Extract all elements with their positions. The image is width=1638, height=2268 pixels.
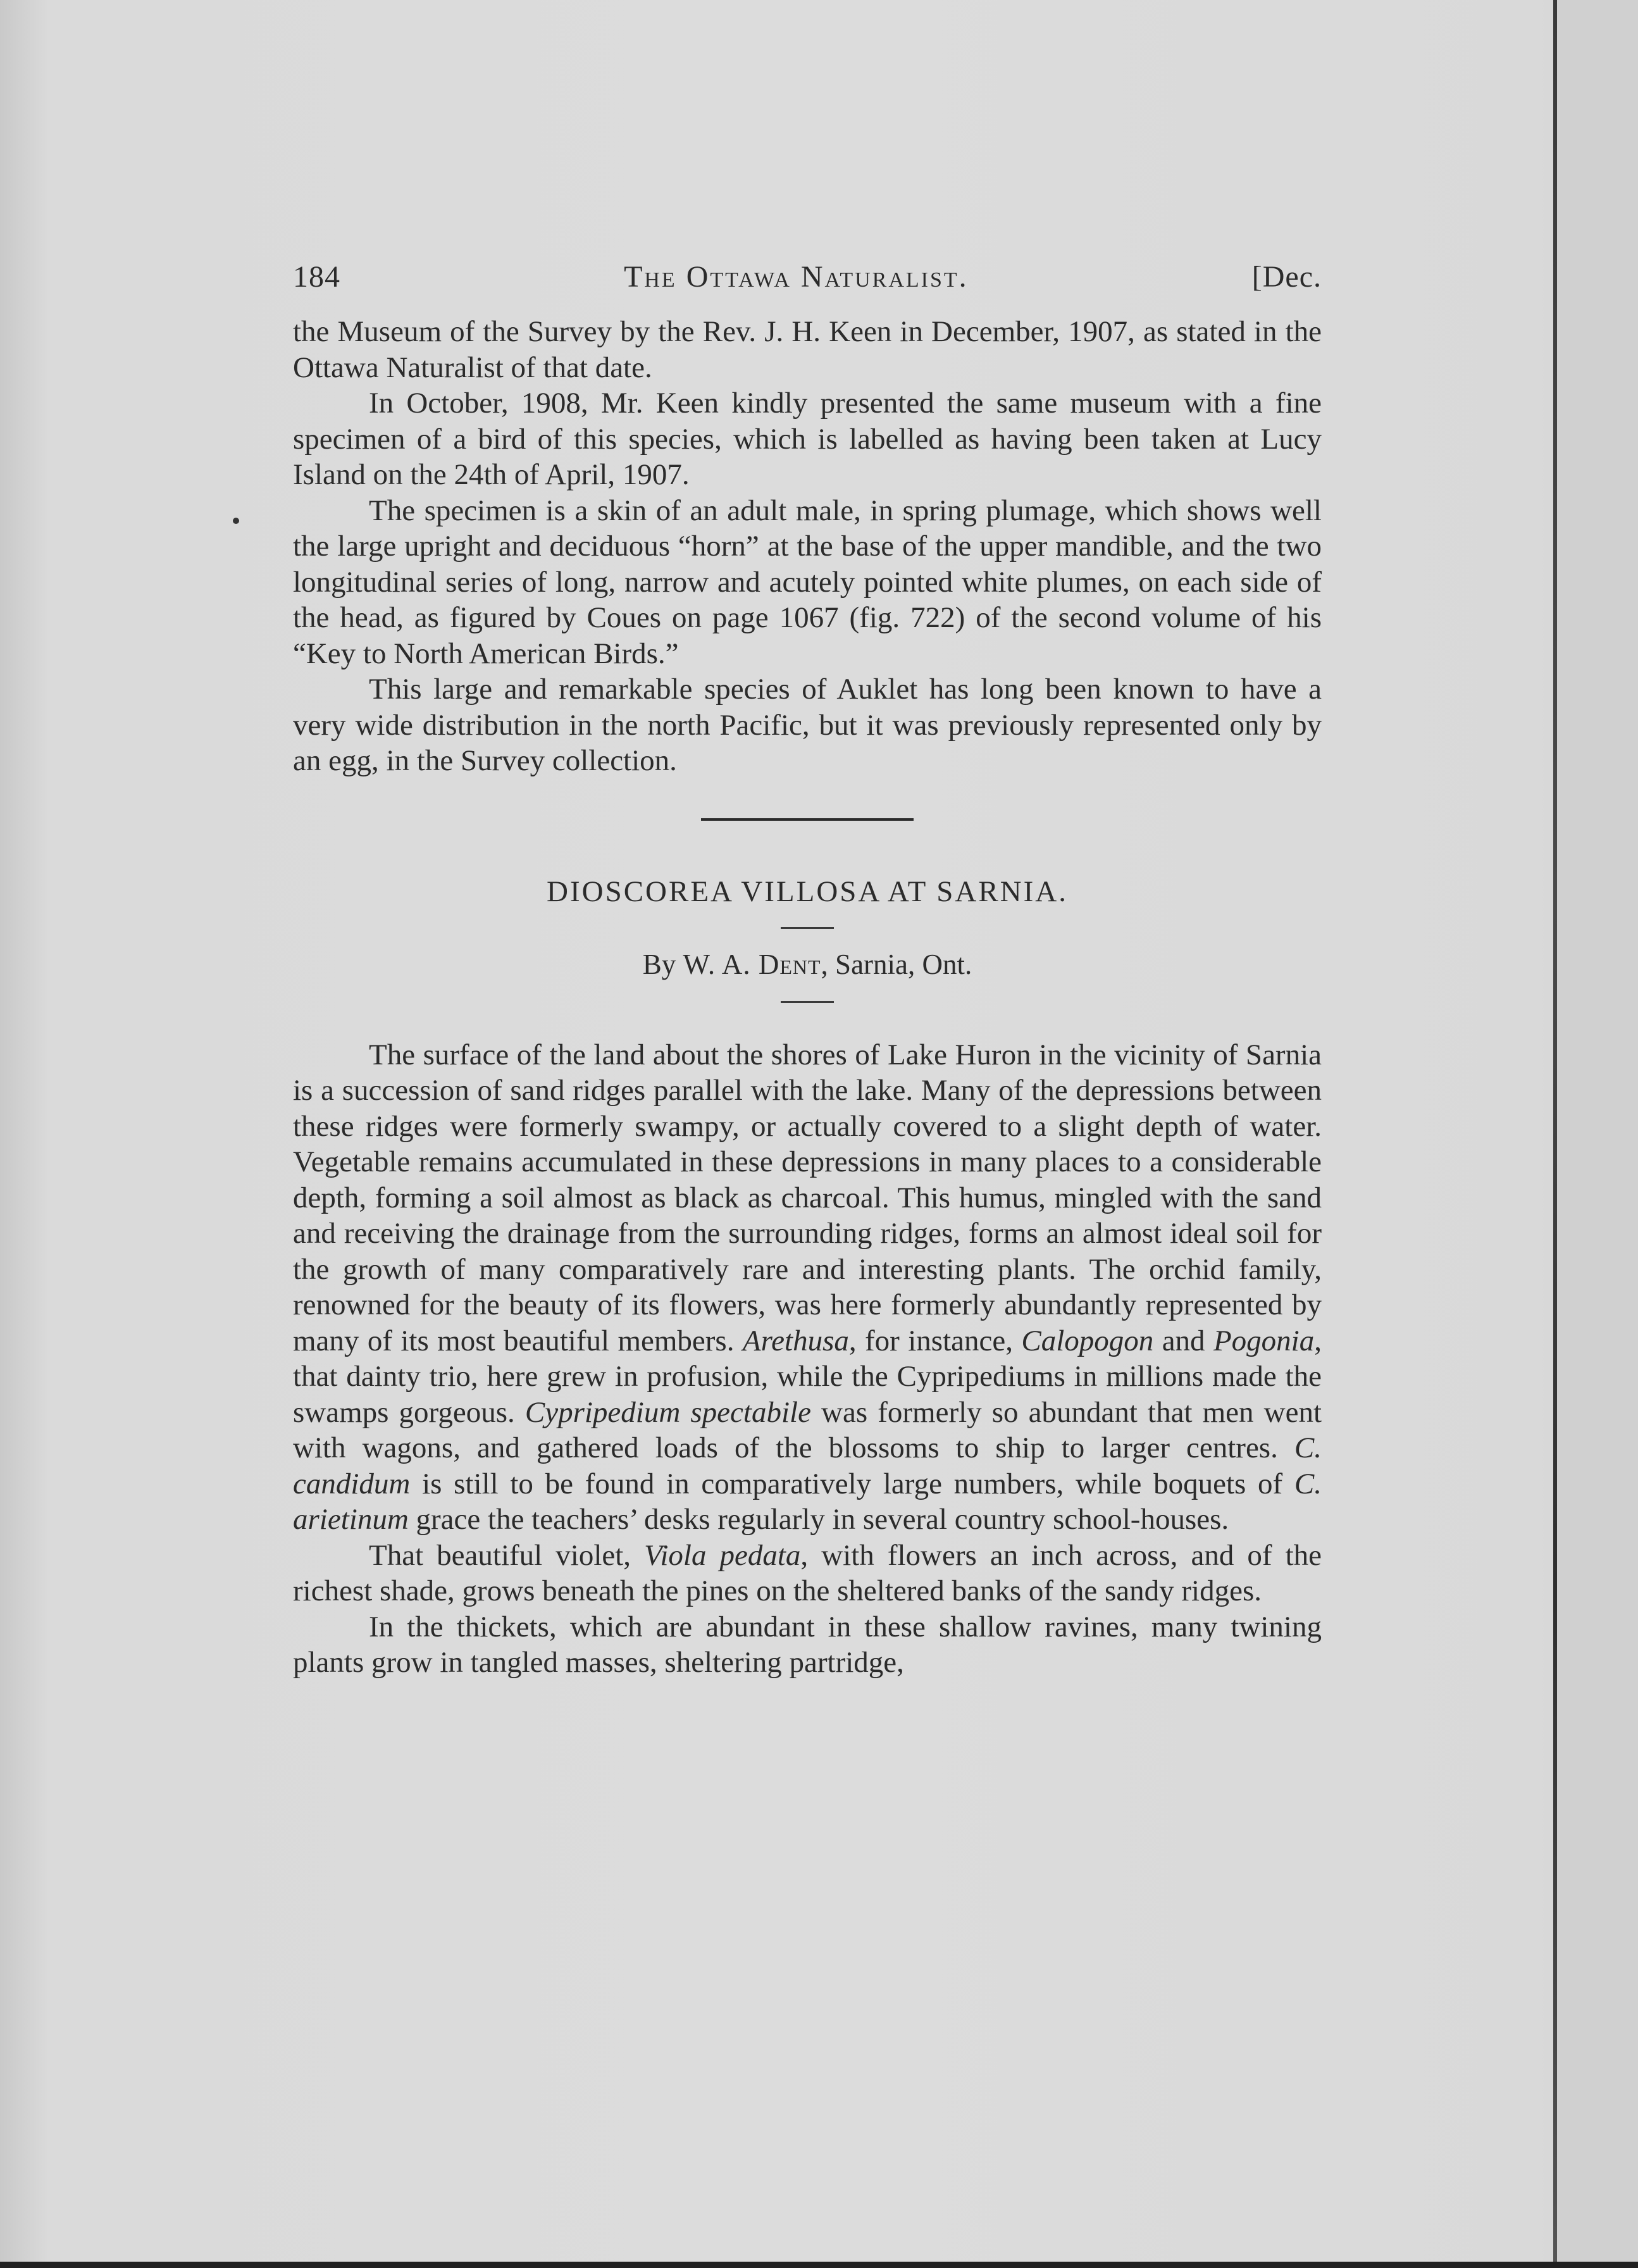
author-affiliation: , Sarnia, Ont. bbox=[821, 948, 972, 980]
paragraph-text: was formerly so abundant that men went with wagons, and gathered loads of the blossoms to ship to larger centres. bbox=[293, 1395, 1322, 1464]
section-divider bbox=[701, 818, 914, 821]
page-number: 184 bbox=[293, 260, 340, 294]
taxon-name: Pogonia bbox=[1213, 1324, 1315, 1357]
taxon-name: Arethusa bbox=[742, 1324, 849, 1357]
paragraph-text: , for instance, bbox=[848, 1324, 1022, 1357]
byline-rule bbox=[781, 1001, 834, 1003]
byline-prefix: By bbox=[642, 948, 676, 980]
paragraph-text: The surface of the land about the shores of Lake Huron in the vicinity of Sarnia is a succession of sand ridges parallel with the lake. Many of the depressions between these ridges were formerly swampy, or actually covered to a slight depth of water. Vegetable remains accumulated in these depressions in many places to a considerable depth, forming a soil almost as black as charcoal. This humus, mingled with the sand and receiving the drainage from the surrounding ridges, forms an almost ideal soil for the growth of many comparatively rare and interesting plants. The orchid family, renowned for the beauty of its flowers, was here formerly abundantly represented by many of its most beautiful members. bbox=[293, 1038, 1322, 1357]
running-head bbox=[293, 259, 1322, 314]
page-bottom-edge bbox=[0, 2262, 1638, 2268]
paragraph-text: grace the teachers’ desks regularly in several country school-houses. bbox=[408, 1503, 1229, 1536]
paragraph: In the thickets, which are abundant in these shallow ravines, many twining plants grow in tangled masses, sheltering partridge, bbox=[293, 1610, 1322, 1679]
article-title: DIOSCOREA VILLOSA AT SARNIA. bbox=[547, 875, 1068, 908]
paragraph-text: , with flowers an inch across, and of the richest shade, grows beneath the pines on the sheltered banks of the sandy ridges. bbox=[293, 1538, 1322, 1607]
paragraph: In October, 1908, Mr. Keen kindly presented the same museum with a fine specimen of a bird of this species, which is labelled as having been taken at Lucy Island on the 24th of April, 1907. bbox=[293, 387, 1322, 491]
paragraph-text: and bbox=[1153, 1324, 1213, 1357]
title-rule bbox=[781, 927, 834, 929]
ink-speck bbox=[233, 518, 239, 524]
paragraph: the Museum of the Survey by the Rev. J. H. Keen in December, 1907, as stated in the Ottawa Naturalist of that date. bbox=[293, 315, 1322, 384]
taxon-name: Viola pedata bbox=[644, 1538, 801, 1572]
paragraph bbox=[293, 1037, 1322, 1538]
taxon-name: Cypripedium spectabile bbox=[524, 1395, 811, 1429]
author-name: W. A. Dent bbox=[683, 948, 821, 980]
page-margin-right bbox=[1557, 0, 1638, 2268]
paragraph-text: That beautiful violet, bbox=[369, 1538, 645, 1572]
journal-title: The Ottawa Naturalist. bbox=[624, 260, 969, 294]
paragraph: The specimen is a skin of an adult male, in spring plumage, which shows well the large upright and deciduous “horn” at the base of the upper mandible, and the two longitudinal series of long, narrow and acutely pointed white plumes, on each side of the head, as figured by Coues on page 1067 (fig. 722) of the second volume of his “Key to North American Birds.” bbox=[293, 494, 1322, 670]
taxon-name: C. candidum bbox=[293, 1431, 1322, 1500]
taxon-name: Calopogon bbox=[1021, 1324, 1154, 1357]
byline bbox=[293, 947, 1322, 982]
paragraph: This large and remarkable species of Auklet has long been known to have a very wide distribution in the north Pacific, but it was previously represented only by an egg, in the Survey collection. bbox=[293, 673, 1322, 777]
paragraph-text: is still to be found in comparatively large numbers, while boquets of bbox=[410, 1467, 1294, 1500]
page-binding-edge bbox=[1553, 0, 1557, 2268]
paragraph-text: , that dainty trio, here grew in profusion, while the Cypripediums in millions made the swamps gorgeous. bbox=[293, 1324, 1322, 1429]
taxon-name: C. arietinum bbox=[293, 1467, 1322, 1536]
paragraph bbox=[293, 1538, 1322, 1609]
running-head-month: [Dec. bbox=[1251, 260, 1322, 294]
text-column bbox=[293, 259, 1322, 1681]
